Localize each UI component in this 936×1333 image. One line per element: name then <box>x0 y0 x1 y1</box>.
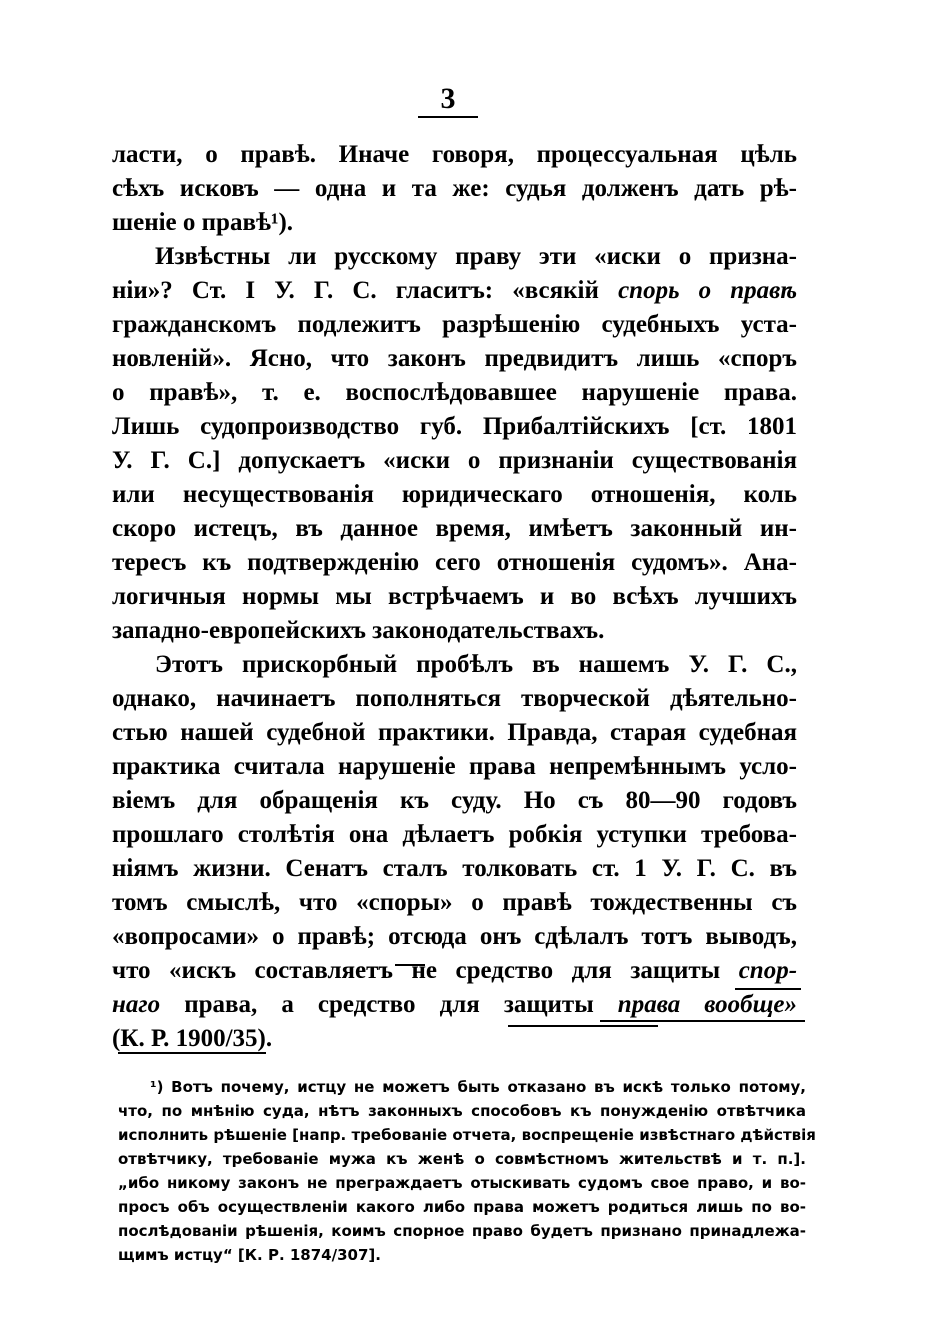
text-line: гражданскомъ подлежитъ разрѣшенію судебныхъ уста- <box>112 311 797 338</box>
footnote-line: „ибо никому законъ не преграждаетъ отыскивать судомъ свое право, и во- <box>118 1174 806 1192</box>
handwritten-underline <box>735 988 801 990</box>
emphasized-text: наго <box>112 991 161 1018</box>
handwritten-underline <box>508 1025 658 1027</box>
text-fragment: права, а средство для защиты <box>184 991 594 1018</box>
text-line: о правѣ», т. е. воспослѣдовавшее нарушеніе права. <box>112 379 797 406</box>
text-line: однако, начинаетъ пополняться творческой дѣятельно- <box>112 685 797 712</box>
text-line: Извѣстны ли русскому праву эти «иски о призна- <box>155 243 797 270</box>
handwritten-underline <box>395 964 425 966</box>
text-line: новленій». Ясно, что законъ предвидитъ лишь «споръ <box>112 345 797 372</box>
emphasized-text: спорь о правѣ <box>618 277 797 304</box>
footnote-line: просъ объ осуществленіи какого либо права можетъ родиться лишь по во- <box>118 1198 806 1216</box>
footnote-divider <box>118 1052 266 1054</box>
footnote-line: исполнить рѣшеніе [напр. требованіе отчета, воспрещеніе извѣстнаго дѣйствія <box>118 1126 816 1144</box>
text-line: или несуществованія юридическаго отношенія, коль <box>112 481 797 508</box>
text-line: Этотъ прискорбный пробѣлъ въ нашемъ У. Г. С., <box>155 651 797 678</box>
text-line: сѣхъ исковъ — одна и та же: судья долженъ дать рѣ- <box>112 175 797 202</box>
text-line: логичныя нормы мы встрѣчаемъ и во всѣхъ лучшихъ <box>112 583 797 610</box>
text-line <box>112 954 797 988</box>
footnote-line: щимъ истцу“ [К. Р. 1874/307]. <box>118 1246 381 1264</box>
footnote-line: отвѣтчику, требованіе мужа къ женѣ о совмѣстномъ жительствѣ и т. п.]. <box>118 1150 806 1168</box>
emphasized-text: права вообще» <box>617 991 798 1018</box>
text-line: ласти, о правѣ. Иначе говоря, процессуальная цѣль <box>112 141 797 168</box>
text-line: віемъ для обращенія къ суду. Но съ 80—90 годовъ <box>112 787 797 814</box>
text-line: прошлаго столѣтія она дѣлаетъ робкія уступки требова- <box>112 821 797 848</box>
text-line: томъ смыслѣ, что «споры» о правѣ тождественны съ <box>112 889 797 916</box>
text-line: Лишь судопроизводство губ. Прибалтійскихъ [ст. 1801 <box>112 413 797 440</box>
emphasized-text: спор- <box>738 957 798 984</box>
text-line: ніямъ жизни. Сенатъ сталъ толковать ст. 1 У. Г. С. въ <box>112 855 797 882</box>
text-line: тересъ къ подтвержденію сего отношенія судомъ». Ана- <box>112 549 797 576</box>
text-line: скоро истецъ, въ данное время, имѣетъ законный ин- <box>112 515 797 542</box>
page-number: 3 <box>418 82 478 118</box>
footnote-line: что, по мнѣнію суда, нѣтъ законныхъ способовъ къ понужденію отвѣтчика <box>118 1102 806 1120</box>
text-line: практика считала нарушеніе права непремѣннымъ усло- <box>112 753 797 780</box>
handwritten-underline <box>600 1020 805 1022</box>
text-line: шеніе о правѣ¹). <box>112 209 294 236</box>
text-line <box>112 274 797 308</box>
text-line: западно-европейскихъ законодательствахъ. <box>112 617 605 644</box>
footnote-line: послѣдованіи рѣшенія, коимъ спорное право будетъ признано принадлежа- <box>118 1222 806 1240</box>
text-line: стью нашей судебной практики. Правда, старая судебная <box>112 719 797 746</box>
text-line: У. Г. С.] допускаетъ «иски о признаніи существованія <box>112 447 797 474</box>
footnote-line: ¹) Вотъ почему, истцу не можетъ быть отказано въ искѣ только потому, <box>150 1078 806 1096</box>
text-fragment: что «искъ составляетъ не средство для защиты <box>112 957 721 984</box>
text-line: «вопросами» о правѣ; отсюда онъ сдѣлалъ тотъ выводъ, <box>112 923 797 950</box>
text-line: (К. Р. 1900/35). <box>112 1025 273 1052</box>
text-line <box>112 988 797 1022</box>
text-fragment: ніи»? Ст. I У. Г. С. гласитъ: «всякій <box>112 277 599 304</box>
